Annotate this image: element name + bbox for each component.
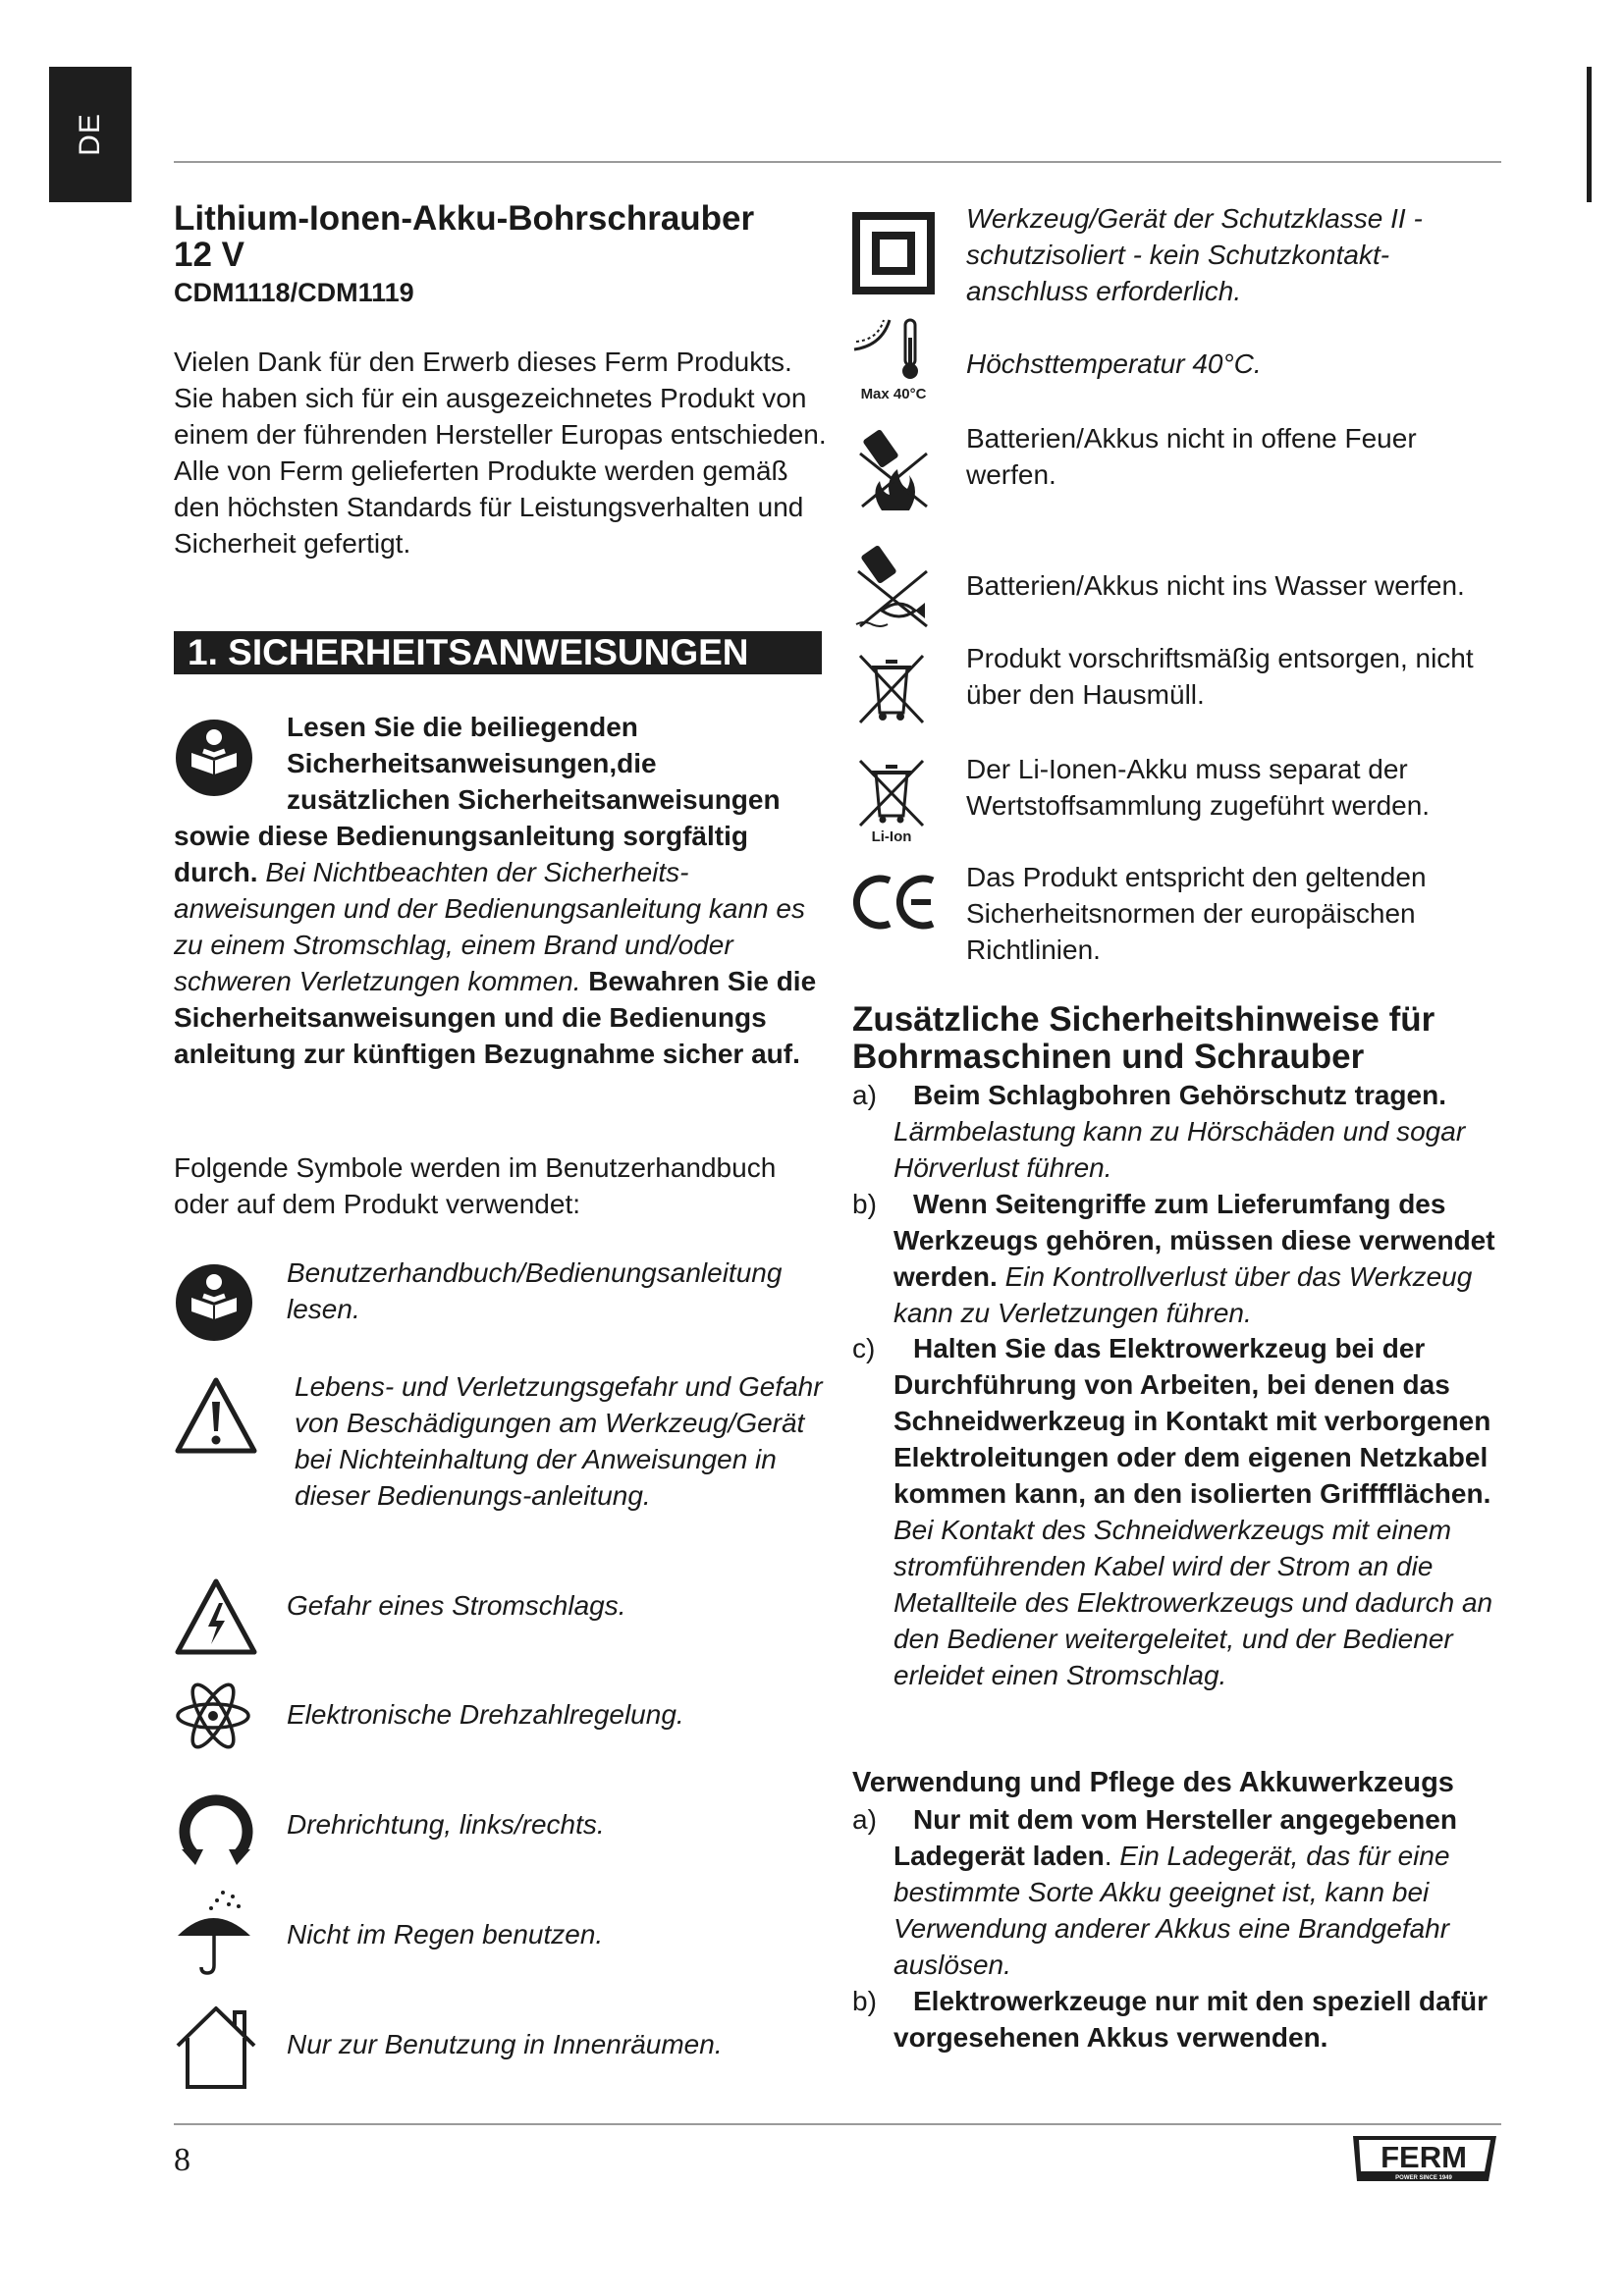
title-line-1: Lithium-Ionen-Akku-Bohrschrauber: [174, 199, 755, 238]
footer-rule: [174, 2123, 1501, 2125]
battery-care-heading: Verwendung und Pflege des Akkuwerkzeugs: [852, 1767, 1454, 1798]
item-italic: Lärmbelastung kann zu Hörschäden und sogar Hörverlust führen.: [893, 1116, 1466, 1183]
read-bold-continued: sowie diese Bedienungsanleitung sorgfältig durch.: [174, 821, 748, 887]
additional-item-c: [852, 1330, 1502, 1693]
symbol-text: Batterien/Akkus nicht in offene Feuer werfen.: [966, 423, 1417, 490]
section-heading: 1. SICHERHEITSANWEISUNGEN: [174, 631, 822, 674]
item-bold: Wenn Seitengriffe zum Lieferumfang des Werkzeugs gehören, müssen diese verwendet werden.: [893, 1189, 1495, 1292]
battery-care-item-b: [852, 1983, 1502, 2056]
symbol-text: Das Produkt entspricht den geltenden Sicherheitsnormen der europäischen Richtlinien.: [966, 862, 1427, 965]
ce-label: CE: [852, 873, 854, 874]
read-line-3: zusätzlichen Sicherheitsanweisungen: [287, 784, 781, 815]
additional-item-a: [852, 1077, 1502, 1186]
page-edge-marker: [1587, 67, 1592, 202]
additional-item-b: [852, 1186, 1502, 1331]
symbol-text: Werkzeug/Gerät der Schutzklasse II - schutzisoliert - kein Schutzkontakt-anschluss erforderlich.: [966, 203, 1423, 306]
no-water-icon: [852, 542, 935, 630]
li-ion-bin-icon: [852, 757, 931, 845]
additional-safety-heading: Zusätzliche Sicherheitshinweise für Bohrmaschinen und Schrauber: [852, 1000, 1435, 1076]
symbol-text: Elektronische Drehzahlregelung.: [287, 1699, 684, 1730]
symbols-intro: Folgende Symbole werden im Benutzerhandbuch oder auf dem Produkt verwendet:: [174, 1152, 777, 1219]
symbol-text: Gefahr eines Stromschlags.: [287, 1590, 626, 1621]
item-bold: Elektrowerkzeuge nur mit den speziell dafür vorgesehenen Akkus verwenden.: [893, 1986, 1489, 2053]
symbol-text: Batterien/Akkus nicht ins Wasser werfen.: [966, 570, 1465, 601]
manual-read-icon: [174, 718, 254, 798]
item-label: a): [852, 1804, 877, 1835]
item-label: a): [852, 1080, 877, 1110]
item-bold: Halten Sie das Elektrowerkzeug bei der Durchführung von Arbeiten, bei denen das Schneidwerkzeug in Kontakt mit verborgenen Elektroleitungen oder dem eigenen Netzkabel kommen kann, an den isolierten Grifffflächen.: [893, 1333, 1491, 1509]
atom-icon: [174, 1682, 252, 1750]
protection-class-ii-icon: [852, 212, 935, 294]
read-line-2: Sicherheitsanweisungen,die: [287, 748, 657, 778]
item-bold: Nur mit dem vom Hersteller angegebenen Ladegerät laden: [893, 1804, 1457, 1871]
language-tab-label: DE: [74, 113, 106, 156]
thermometer-icon: [852, 316, 935, 402]
item-text: [893, 1330, 1502, 1693]
logo-wordmark: FERM: [1380, 2140, 1467, 2174]
item-italic: Bei Kontakt des Schneidwerkzeugs mit einem stromführenden Kabel wird der Strom an die Metallteile des Elektrowerkzeugs und dadurch an den Bediener weitergeleitet, und der Bediener erleidet einen Stromschlag.: [893, 1515, 1493, 1690]
read-keep-instructions: Bewahren Sie die Sicherheitsanweisungen und die Bedienungs anleitung zur künftigen Bezugnahme sicher auf.: [174, 966, 817, 1069]
umbrella-rain-icon: [174, 1887, 258, 1975]
symbol-text: Lebens- und Verletzungsgefahr und Gefahr von Beschädigungen am Werkzeug/Gerät bei Nichteinhaltung der Anweisungen in dieser Bedienungs-anleitung.: [295, 1371, 823, 1511]
symbol-text: Der Li-Ionen-Akku muss separat der Wertstoffsammlung zugeführt werden.: [966, 754, 1431, 821]
house-icon: [174, 2002, 258, 2091]
title-line-2: 12 V: [174, 236, 244, 274]
symbol-text: Nicht im Regen benutzen.: [287, 1919, 604, 1949]
ferm-logo: [1347, 2132, 1502, 2185]
li-ion-label: Li-Ion: [871, 828, 912, 845]
language-tab: [49, 67, 132, 202]
item-italic: Ein Kontrollverlust über das Werkzeug kann zu Verletzungen führen.: [893, 1261, 1473, 1328]
header-rule: [174, 161, 1501, 163]
symbol-text: Nur zur Benutzung in Innenräumen.: [287, 2029, 723, 2059]
read-warning: Bei Nichtbeachten der Sicherheits-anweisungen und der Bedienungsanleitung kann es zu einem Stromschlag, einem Brand und/oder schweren Verletzungen kommen.: [174, 857, 805, 996]
temperature-label: Max 40°C: [860, 386, 927, 402]
item-tail: .: [1104, 1841, 1112, 1871]
manual-read-icon: [174, 1262, 254, 1343]
battery-care-item-a: [852, 1801, 1502, 1983]
rotation-direction-icon: [174, 1785, 258, 1869]
symbol-text: Drehrichtung, links/rechts.: [287, 1809, 605, 1840]
warning-triangle-icon: [174, 1376, 258, 1455]
no-fire-icon: [852, 424, 935, 512]
item-label: b): [852, 1986, 877, 2016]
item-italic: Ein Ladegerät, das für eine bestimmte Sorte Akku geeignet ist, kann bei Verwendung anderer Akkus eine Brandgefahr auslösen.: [893, 1841, 1450, 1980]
item-text: [893, 1801, 1502, 1983]
logo-tagline: POWER SINCE 1949: [1395, 2175, 1452, 2181]
crossed-bin-icon: [852, 648, 931, 726]
item-label: b): [852, 1189, 877, 1219]
intro-paragraph: Vielen Dank für den Erwerb dieses Ferm Produkts. Sie haben sich für ein ausgezeichnetes Produkt von einem der führenden Hersteller Europas entschieden. Alle von Ferm gelieferten Produkte werden gemäß den höchsten Standards für Leistungsverhalten und Sicherheit gefertigt.: [174, 347, 827, 559]
product-title: [174, 200, 822, 308]
item-label: c): [852, 1333, 876, 1363]
symbol-text: Produkt vorschriftsmäßig entsorgen, nicht über den Hausmüll.: [966, 643, 1474, 710]
item-text: [893, 1186, 1502, 1331]
read-paragraph: [174, 818, 822, 1072]
read-line-1: Lesen Sie die beiliegenden: [287, 712, 638, 742]
read-instructions-block: [174, 709, 822, 1072]
electric-shock-icon: [174, 1577, 258, 1656]
item-text: [893, 1983, 1502, 2056]
item-bold: Beim Schlagbohren Gehörschutz tragen.: [913, 1080, 1446, 1110]
page-number: 8: [174, 2142, 190, 2178]
item-text: [893, 1077, 1502, 1186]
symbol-text: Höchsttemperatur 40°C.: [966, 348, 1262, 379]
ce-mark-icon: [852, 873, 937, 932]
model-numbers: CDM1118/CDM1119: [174, 278, 414, 307]
symbol-text: Benutzerhandbuch/Bedienungsanleitung lesen.: [287, 1257, 783, 1324]
